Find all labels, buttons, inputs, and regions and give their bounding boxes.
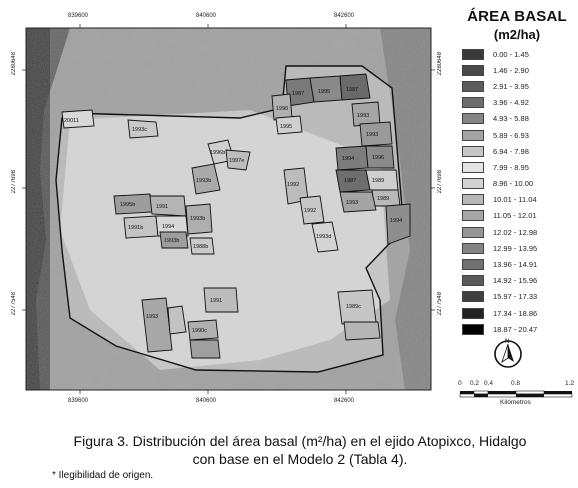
legend-range-label: 5.89 - 6.93 — [493, 130, 529, 140]
legend-item — [462, 273, 576, 289]
stand-label: 1994 — [342, 156, 355, 162]
legend-range-label: 12.02 - 12.98 — [493, 227, 538, 237]
legend-item — [462, 46, 576, 62]
stand-label: 1993 — [146, 314, 159, 320]
legend-item — [462, 176, 576, 192]
legend-swatch — [462, 194, 484, 205]
stand-label: 1993b — [190, 216, 206, 222]
stand-label: 1994 — [390, 218, 403, 224]
stand-label: 1987 — [346, 87, 359, 93]
scale-unit-label: Kilómetros — [500, 399, 531, 406]
legend-swatch — [462, 146, 484, 157]
legend-range-label: 15.97 - 17.33 — [493, 292, 538, 302]
legend-swatch — [462, 210, 484, 221]
stand-label: 1993b — [196, 178, 212, 184]
right-tick-label: 2280648 — [437, 52, 443, 76]
source-note: * Ilegibilidad de origen. — [52, 470, 154, 481]
stand-label: 1991b — [128, 225, 144, 231]
stand-label: 1996b — [210, 150, 226, 156]
legend-item — [462, 127, 576, 143]
stand-label: 1997e — [229, 158, 245, 164]
stand-polygon — [344, 322, 380, 340]
legend-range-label: 12.99 - 13.95 — [493, 243, 538, 253]
legend-swatch — [462, 324, 484, 335]
legend-subtitle: (m2/ha) — [493, 27, 541, 42]
stand-label: 1993 — [357, 113, 370, 119]
stand-label: 1993d — [316, 234, 332, 240]
legend-swatch — [462, 243, 484, 254]
legend-range-label: 8.96 - 10.00 — [493, 179, 534, 189]
legend-item — [462, 240, 576, 256]
stand-label: 1992 — [287, 182, 300, 188]
right-tick-label: 2277548 — [437, 292, 443, 316]
bottom-tick-label: 842600 — [334, 398, 355, 404]
stand-label: 1987 — [292, 91, 305, 97]
stand-label: 1991 — [210, 298, 223, 304]
legend-swatch — [462, 65, 484, 76]
legend-swatch — [462, 113, 484, 124]
caption-line-2: con base en el Modelo 2 (Tabla 4). — [192, 451, 408, 467]
stand-label: 1993b — [164, 238, 180, 244]
legend-swatch — [462, 259, 484, 270]
legend-item — [462, 143, 576, 159]
legend-item — [462, 192, 576, 208]
stand-label: 1987 — [344, 178, 357, 184]
legend-item — [462, 256, 576, 272]
stand-label: 1995 — [318, 89, 331, 95]
stand-label: 1993 — [346, 200, 359, 206]
legend-swatch — [462, 97, 484, 108]
stand-label: 1993c — [132, 127, 147, 133]
legend-range-label: 10.01 - 11.04 — [493, 195, 537, 205]
scale-tick-label: 0.4 — [484, 380, 494, 387]
legend-swatch — [462, 49, 484, 60]
left-tick-label: 2277698 — [11, 170, 17, 194]
caption-line-1: Figura 3. Distribución del área basal (m²/ha) en el ejido Atopixco, Hidalgo — [73, 433, 527, 449]
legend-item — [462, 159, 576, 175]
legend-range-label: 13.96 - 14.91 — [493, 260, 538, 270]
legend-range-label: 3.96 - 4.92 — [493, 98, 529, 108]
stand-label: 1988b — [193, 244, 209, 250]
top-tick-label: 842600 — [334, 13, 355, 19]
legend-swatch — [462, 291, 484, 302]
legend-range-label: 17.34 - 18.86 — [493, 308, 538, 318]
legend-item — [462, 224, 576, 240]
legend-item — [462, 78, 576, 94]
stand-label: 1992 — [304, 208, 317, 214]
stand-label: 1989 — [377, 196, 390, 202]
stand-polygon — [190, 340, 220, 358]
legend-swatch — [462, 130, 484, 141]
stand-label: 1991 — [156, 204, 169, 210]
legend-swatch — [462, 178, 484, 189]
figure-caption — [40, 432, 560, 468]
legend-range-label: 4.93 - 5.88 — [493, 114, 529, 124]
legend-swatch — [462, 275, 484, 286]
scale-tick-label: 1.2 — [565, 380, 575, 387]
bottom-tick-label: 839600 — [68, 398, 89, 404]
left-tick-label: 2277548 — [11, 292, 17, 316]
scale-tick-label: 0.2 — [470, 380, 480, 387]
legend-range-label: 0.00 - 1.45 — [493, 49, 529, 59]
legend-swatch — [462, 227, 484, 238]
top-tick-label: 839600 — [68, 13, 89, 19]
legend-range-label: 6.94 - 7.98 — [493, 146, 529, 156]
legend-item — [462, 95, 576, 111]
stand-label: 1989c — [346, 304, 361, 310]
scale-tick-label: 0 — [458, 380, 462, 387]
stand-label: 1995b — [120, 202, 136, 208]
legend-item — [462, 321, 576, 337]
legend-swatch — [462, 162, 484, 173]
stand-label: 1993 — [366, 132, 379, 138]
right-tick-label: 2277698 — [437, 170, 443, 194]
north-letter: N — [505, 339, 510, 345]
bottom-tick-label: 840600 — [196, 398, 217, 404]
legend-item — [462, 62, 576, 78]
legend-range-label: 1.46 - 2.90 — [493, 65, 529, 75]
legend-item — [462, 208, 576, 224]
stand-label: 1994 — [162, 224, 175, 230]
legend-swatch — [462, 308, 484, 319]
legend-item — [462, 111, 576, 127]
legend-swatch — [462, 81, 484, 92]
legend-range-label: 2.91 - 3.95 — [493, 81, 529, 91]
legend-title: ÁREA BASAL — [467, 8, 567, 25]
stand-label: 20011 — [64, 118, 79, 124]
top-tick-label: 840600 — [196, 13, 217, 19]
stand-label: 1996 — [372, 155, 385, 161]
left-tick-label: 2280648 — [11, 52, 17, 76]
stand-label: 1995 — [280, 124, 293, 130]
legend-range-label: 11.05 - 12.01 — [493, 211, 537, 221]
legend-range-label: 18.87 - 20.47 — [493, 324, 538, 334]
stand-label: 1990 — [276, 106, 289, 112]
stand-label: 1989 — [372, 178, 385, 184]
stand-label: 1990c — [192, 328, 207, 334]
scale-tick-label: 0.8 — [511, 380, 521, 387]
scale-bar — [460, 391, 572, 397]
legend-range-label: 7.99 - 8.95 — [493, 162, 529, 172]
legend-list — [462, 46, 576, 337]
legend-range-label: 14.92 - 15.96 — [493, 276, 538, 286]
legend-item — [462, 289, 576, 305]
legend-item — [462, 305, 576, 321]
